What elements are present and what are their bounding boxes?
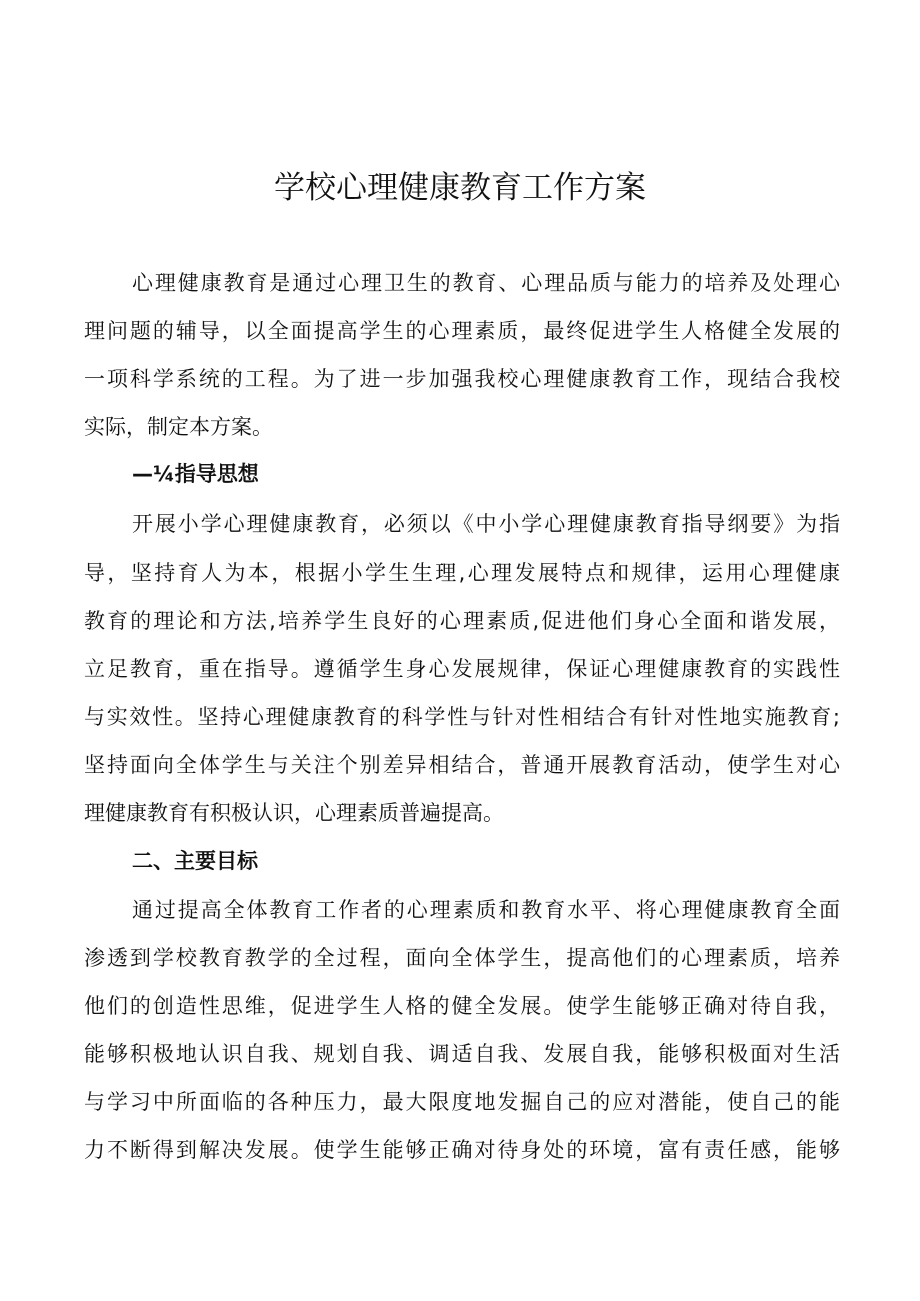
section2-line-5: 与学习中所面临的各种压力，最大限度地发掘自己的应对潜能，使自己的能 [84, 1090, 840, 1114]
section1-line-7: 理健康教育有积极认识，心理素质普遍提高。 [84, 801, 504, 825]
intro-line-3: 一项科学系统的工程。为了进一步加强我校心理健康教育工作，现结合我校 [84, 367, 840, 391]
intro-line-1: 心理健康教育是通过心理卫生的教育、心理品质与能力的培养及处理心 [132, 271, 840, 295]
document-title: 学校心理健康教育工作方案 [274, 170, 646, 206]
section1-line-1: 开展小学心理健康教育，必须以《中小学心理健康教育指导纲要》为指 [132, 512, 840, 536]
section1-line-6: 坚持面向全体学生与关注个别差异相结合，普通开展教育活动，使学生对心 [84, 753, 840, 777]
intro-line-2: 理问题的辅导，以全面提高学生的心理素质，最终促进学生人格健全发展的 [84, 319, 840, 343]
section2-line-4: 能够积极地认识自我、规划自我、调适自我、发展自我，能够积极面对生活 [84, 1042, 840, 1066]
section1-line-5: 与实效性。坚持心理健康教育的科学性与针对性相结合有针对性地实施教育; [84, 705, 840, 729]
section1-line-4: 立足教育，重在指导。遵循学生身心发展规律，保证心理健康教育的实践性 [84, 657, 840, 681]
intro-line-4: 实际，制定本方案。 [84, 415, 273, 439]
section2-line-1: 通过提高全体教育工作者的心理素质和教育水平、将心理健康教育全面 [132, 898, 840, 922]
section1-line-2: 导，坚持育人为本，根据小学生生理,心理发展特点和规律，运用心理健康 [84, 561, 840, 585]
section2-line-3: 他们的创造性思维，促进学生人格的健全发展。使学生能够正确对待自我， [84, 994, 840, 1018]
section1-line-3: 教育的理论和方法,培养学生良好的心理素质,促进他们身心全面和谐发展， [84, 609, 840, 633]
section-heading-main-goals: 二、主要目标 [132, 849, 258, 873]
section-heading-guiding-thought: —¼指导思想 [132, 462, 259, 486]
section2-line-2: 渗透到学校教育教学的全过程，面向全体学生，提高他们的心理素质，培养 [84, 946, 840, 970]
section2-line-6: 力不断得到解决发展。使学生能够正确对待身处的环境，富有责任感，能够 [84, 1138, 840, 1162]
